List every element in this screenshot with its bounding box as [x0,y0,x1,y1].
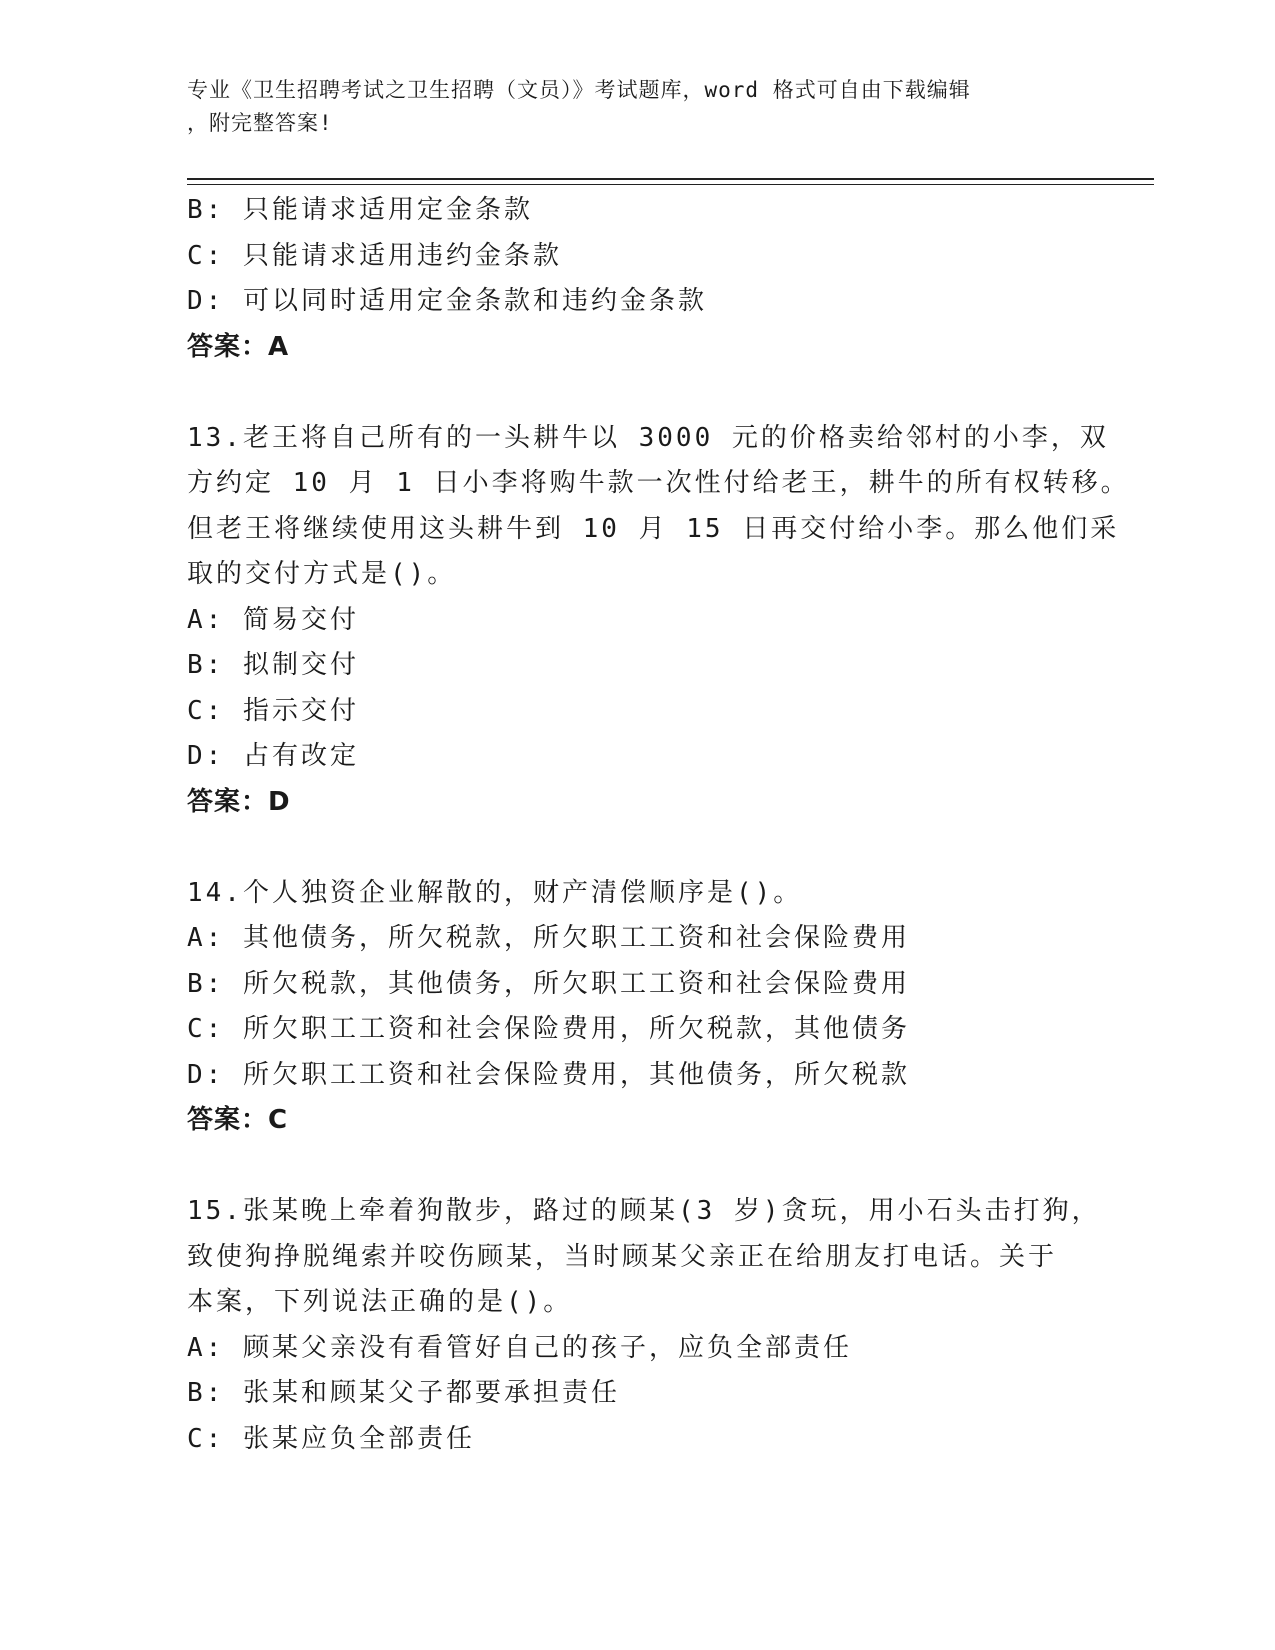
document-header [187,74,1067,140]
spacer [187,825,1067,871]
option-c: C: 所欠职工工资和社会保险费用，所欠税款，其他债务 [187,1014,910,1044]
question-text-line: 方约定 10 月 1 日小李将购牛款一次性付给老王，耕牛的所有权转移。 [187,468,1130,498]
question-text-line: 但老王将继续使用这头耕牛到 10 月 15 日再交付给小李。那么他们采 [187,513,1120,544]
question-text-line: 取的交付方式是()。 [187,559,457,589]
spacer [187,370,1067,416]
option-c: C: 只能请求适用违约金条款 [187,240,562,271]
option-a: A: 其他债务，所欠税款，所欠职工工资和社会保险费用 [187,923,910,953]
option-a: A: 顾某父亲没有看管好自己的孩子，应负全部责任 [187,1332,852,1363]
question-text-line: 15.张某晚上牵着狗散步，路过的顾某(3 岁)贪玩，用小石头击打狗， [187,1196,1101,1226]
option-c: C: 张某应负全部责任 [187,1423,475,1454]
spacer [187,1144,1067,1190]
header-divider-thick [187,178,1154,180]
header-line-2: ，附完整答案! [187,111,333,135]
option-d: D: 占有改定 [187,741,359,771]
answer-line: 答案：A [187,331,290,362]
question-14-block [187,871,1067,1144]
option-b: B: 所欠税款，其他债务，所欠职工工资和社会保险费用 [187,968,910,999]
prev-question-block [187,188,1067,370]
question-15-block [187,1189,1101,1462]
question-text-line: 13.老王将自己所有的一头耕牛以 3000 元的价格卖给邻村的小李，双 [187,422,1109,453]
question-text-line: 14.个人独资企业解散的，财产清偿顺序是()。 [187,877,803,908]
document-body [187,188,1130,1462]
question-text-line: 致使狗挣脱绳索并咬伤顾某，当时顾某父亲正在给朋友打电话。关于 [187,1241,1058,1272]
header-divider-thin [187,184,1154,185]
question-13-block [187,416,1130,826]
option-d: D: 可以同时适用定金条款和违约金条款 [187,286,707,316]
option-c: C: 指示交付 [187,695,359,726]
header-line-1: 专业《卫生招聘考试之卫生招聘（文员）》考试题库，word 格式可自由下载编辑 [187,78,971,102]
option-d: D: 所欠职工工资和社会保险费用，其他债务，所欠税款 [187,1059,910,1090]
answer-line: 答案：C [187,1105,289,1135]
answer-line: 答案：D [187,786,291,817]
option-a: A: 简易交付 [187,604,359,635]
question-text-line: 本案，下列说法正确的是()。 [187,1287,573,1317]
option-b: B: 张某和顾某父子都要承担责任 [187,1378,620,1408]
option-b: B: 只能请求适用定金条款 [187,195,533,225]
option-b: B: 拟制交付 [187,650,359,680]
